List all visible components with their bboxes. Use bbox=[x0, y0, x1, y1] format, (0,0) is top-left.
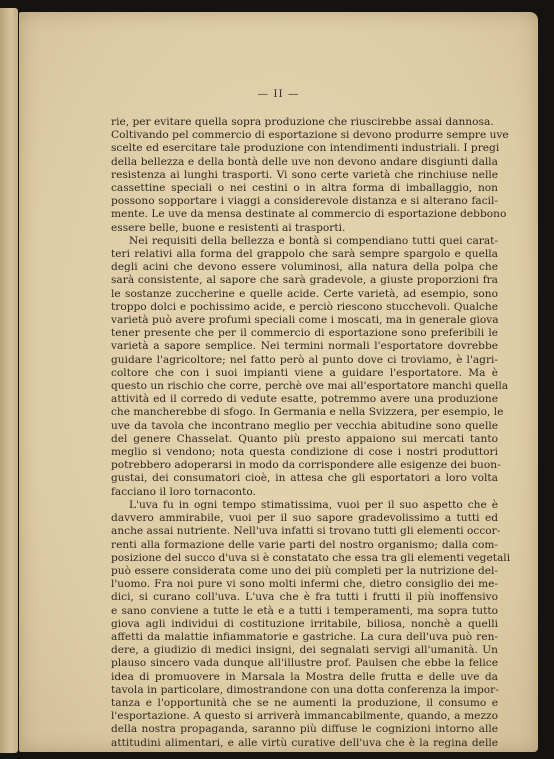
text-line: le sostanze zuccherine e quelle acide. Certe varietà, ad esempio, sono bbox=[111, 287, 498, 300]
text-line: attitudini alimentari, e alle virtù curative dell'uva che è la regina delle bbox=[111, 736, 498, 749]
text-line: varietà può avere profumi speciali come i moscati, ma in generale giova bbox=[111, 314, 499, 327]
text-line: resistenza ai lunghi trasporti. Vi sono certe varietà che rinchiuse nelle bbox=[111, 168, 498, 181]
text-line: della nostra propaganda, saranno più diffuse le cognizioni intorno alle bbox=[111, 723, 498, 736]
text-line: potrebbero adoperarsi in modo da corrispondere alle esigenze dei buon- bbox=[111, 459, 501, 472]
text-line: troppo dolci e pochissimo acide, e perciò riescono stucchevoli. Qualche bbox=[111, 300, 498, 313]
text-line: teri relativi alla forma del grappolo che sarà sempre spargolo e quella bbox=[111, 248, 498, 261]
book-page bbox=[19, 12, 538, 752]
text-line: posizione del succo d'uva si è constatato che essa tra gli elementi vegetali bbox=[111, 551, 511, 564]
text-line: tanza e l'opportunità che se ne aumenti la produzione, il consumo e bbox=[111, 696, 498, 709]
left-page-edge bbox=[0, 8, 18, 753]
text-line: Coltivando pel commercio di esportazione si devono produrre sempre uve bbox=[111, 129, 509, 142]
text-line: L'uva fu in ogni tempo stimatissima, vuoi per il suo aspetto che è bbox=[129, 498, 498, 511]
text-line: questo un rischio che corre, perchè ove mai all'esportatore manchi quella bbox=[111, 380, 509, 393]
text-line: cassettine speciali o nei cestini o in altra forma di imballaggio, non bbox=[111, 182, 498, 195]
text-line: del genere Chasselat. Quanto più presto appaiono sui mercati tanto bbox=[111, 432, 498, 445]
text-line: guidare l'agricoltore; nel fatto però al punto dove ci troviamo, è l'agri- bbox=[111, 353, 498, 366]
text-line: dici, si curano coll'uva. L'uva che è fra tutti i frutti il più inoffensivo bbox=[111, 591, 498, 604]
text-line: Nei requisiti della bellezza e bontà si compendiano tutti quei carat- bbox=[129, 234, 498, 247]
text-line: plauso sincero vada dunque all'illustre prof. Paulsen che ebbe la felice bbox=[111, 657, 498, 670]
text-line: attività ed il corredo di vedute esatte, potremmo avere una produzione bbox=[111, 393, 498, 406]
text-line: rie, per evitare quella sopra produzione che riuscirebbe assai dannosa. bbox=[111, 116, 494, 128]
text-line: idea di promuovere in Marsala la Mostra delle frutta e delle uve da bbox=[111, 670, 498, 683]
text-line: dere, a giudizio di medici insigni, dei segnalati servigi all'umanità. Un bbox=[111, 644, 498, 657]
text-line: mente. Le uve da mensa destinate al commercio di esportazione debbono bbox=[111, 208, 507, 221]
text-line: varietà a sapore semplice. Nei termini normali l'esportatore dovrebbe bbox=[111, 340, 498, 353]
text-line: sarà consistente, al sapore che sarà gradevole, a giuste proporzioni fra bbox=[111, 274, 498, 287]
text-line: degli acini che devono essere voluminosi, alla natura della polpa che bbox=[111, 261, 498, 274]
text-line: facciano il loro tornaconto. bbox=[111, 485, 256, 498]
text-line: essere belle, buone e resistenti ai trasporti. bbox=[111, 221, 346, 234]
text-line: tavola in particolare, dimostrandone con una dotta conferenza la impor- bbox=[111, 683, 499, 696]
text-line: della bellezza e della bontà delle uve non devono andare disgiunti dalla bbox=[111, 155, 498, 168]
text-line: l'esportazione. A questo si arriverà immancabilmente, quando, a mezzo bbox=[111, 710, 498, 723]
text-line: uve da tavola che incontrano meglio per vecchia abitudine sono quelle bbox=[111, 419, 498, 432]
text-line: l'uomo. Fra noi pure vi sono molti infermi che, dietro consiglio dei me- bbox=[111, 578, 498, 591]
text-line: giova agli individui di costituzione irritabile, biliosa, nonchè a quelli bbox=[111, 617, 498, 630]
text-line: anche assai nutriente. Nell'uva infatti si trovano tutti gli elementi occor- bbox=[111, 525, 501, 538]
text-line: renti alla formazione delle varie parti del nostro organismo; dalla com- bbox=[111, 538, 498, 551]
text-line: davvero ammirabile, vuoi per il suo sapore gradevolissimo a tutti ed bbox=[111, 512, 498, 525]
text-line: gustai, dei consumatori cioè, in attesa che gli esportatori a loro volta bbox=[111, 472, 498, 485]
text-line: affetti da malattie infiammatorie e gastriche. La cura dell'uva può ren- bbox=[111, 630, 498, 643]
page-number: — II — bbox=[257, 88, 300, 100]
text-line: e sano conviene a tutte le età e a tutti i temperamenti, ma sopra tutto bbox=[111, 604, 498, 617]
text-line: possono sopportare i viaggi a considerevole distanza e si alterano facil- bbox=[111, 195, 498, 208]
body-text bbox=[111, 116, 511, 750]
text-line: meglio si vendono; nota questa condizione di cose i nostri produttori bbox=[111, 446, 498, 459]
text-line: coltore che con i suoi impianti viene a guidare l'esportatore. Ma è bbox=[111, 366, 498, 379]
text-line: che mancherebbe di sfogo. In Germania e nella Svizzera, per esempio, le bbox=[111, 406, 504, 419]
text-line: tener presente che per il commercio di esportazione sono preferibili le bbox=[111, 327, 498, 340]
text-line: può essere considerata come uno dei più completi per la nutrizione del- bbox=[111, 564, 498, 577]
text-line: scelte ed esercitare tale produzione con intendimenti industriali. I pregi bbox=[111, 142, 500, 155]
